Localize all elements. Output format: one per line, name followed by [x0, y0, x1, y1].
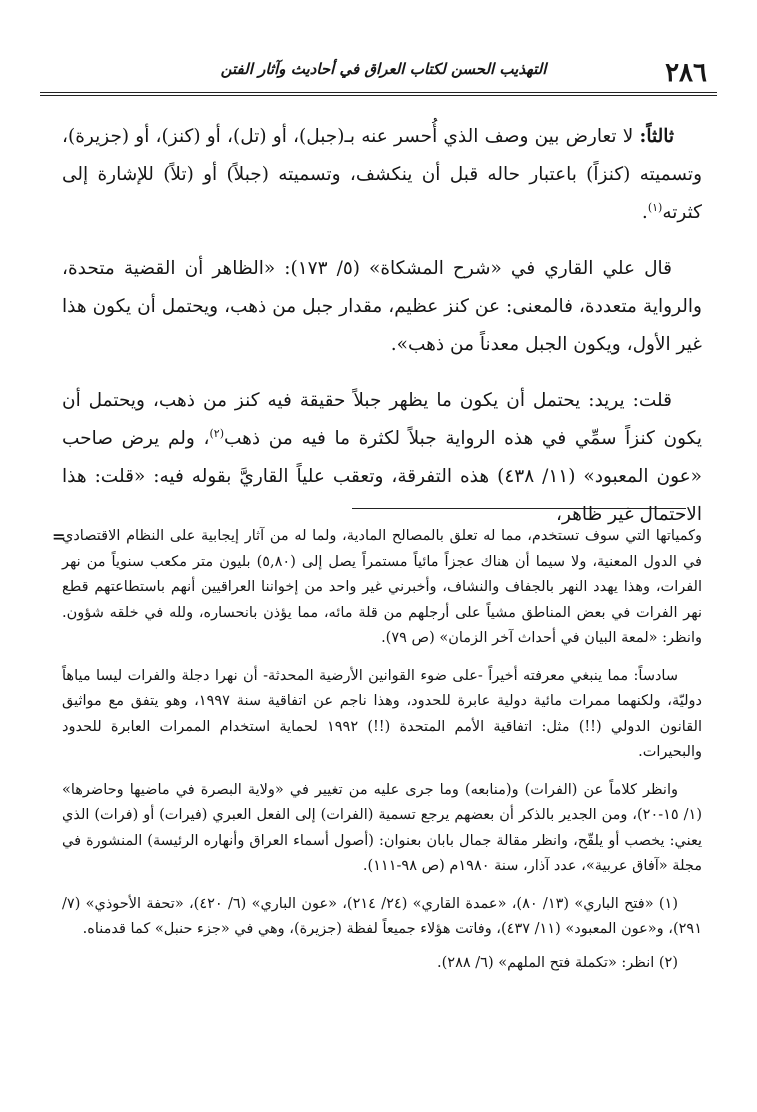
- footnote-2: (٢) انظر: «تكملة فتح الملهم» (٦/ ٢٨٨).: [437, 954, 678, 971]
- paragraph-comment: [62, 382, 702, 534]
- footnote-paragraph-euphrates: وانظر كلاماً عن (الفرات) و(منابعه) وما جرى عليه من تغيير في «ولاية البصرة في ماضيها وحاضرها» (١/ ١٥-٢٠)، ومن الجدير بالذكر أن بعضهم يرجع تسمية (الفرات) إلى الفعل العبري (فيرات) أو (فرات) الذي يعني: يخصب أو يلقّح، وانظر مقالة جمال بابان بعنوان: (أصول أسماء العراق وأنهاره الرئيسة) المنشورة في مجلة «آفاق عربية»، عدد آذار، سنة ١٩٨٠م (ص ٩٨-١١١).: [62, 781, 703, 874]
- page-number: ٢٨٦: [665, 58, 707, 88]
- footnote-ref-2[interactable]: (٢): [209, 426, 224, 440]
- footnote-paragraph: وكمياتها التي سوف تستخدم، مما له تعلق بالمصالح المادية، ولما له من آثار إيجابية على النظام الاقتصادي في الدول المعنية، ولا سيما أن هناك عجزاً مائياً مستمراً يصل إلى (٥,٨٠) بليون متر مكعب سنوياً من نهر الفرات، وهذا يهدد النهر بالجفاف والنشاف، وأخبرني غير واحد من إخواننا العراقيين أنهم باستطاعتهم قطع نهر الفرات في بعض المناطق مشياً على أرجلهم من قلة مائه، مما يؤذن بانحساره، ولله في خلقه شؤون. وانظر: «لمعة البيان في أحداث آخر الزمان» (ص ٧٩).: [62, 528, 702, 646]
- main-text: [62, 118, 702, 552]
- paragraph-text: لا تعارض بين وصف الذي أُحسر عنه بـ(جبل)، أو (تل)، أو (كنز)، أو (جزيرة)، وتسميته (كنزاً) باعتبار حاله قبل أن ينكشف، وتسميته (جبلاً) أو (تلاً) للإشارة إلى كثرته: [62, 126, 702, 223]
- paragraph-lead: ثالثاً:: [639, 126, 674, 147]
- paragraph-qari-quote: [62, 250, 702, 364]
- footnote-ref-1[interactable]: (١): [647, 200, 663, 214]
- page-header: [40, 52, 717, 92]
- paragraph-text: قلت: يريد: يحتمل أن يكون ما يظهر جبلاً حقيقة فيه كنز من ذهب، ويحتمل أن يكون كنزاً سمِّي في هذه الرواية جبلاً لكثرة ما فيه من ذهب: [62, 390, 702, 449]
- continuation-mark: =: [52, 527, 66, 546]
- paragraph-thirdly: [62, 118, 702, 232]
- running-title: التهذيب الحسن لكتاب العراق في أحاديث وآثار الفتن: [220, 60, 547, 78]
- footnotes-section: [52, 524, 703, 984]
- header-rule: [40, 92, 717, 96]
- footnote-separator: [352, 508, 686, 509]
- paragraph-text: قال علي القاري في «شرح المشكاة» (٥/ ١٧٣): «الظاهر أن القضية متحدة، والرواية متعددة، فالمعنى: عن كنز عظيم، مقدار جبل من ذهب، ويحتمل أن يكون هذا غير الأول، ويكون الجبل معدناً من ذهب».: [62, 258, 702, 355]
- paragraph-tail: ، ولم يرض صاحب «عون المعبود» (١١/ ٤٣٨) هذه التفرقة، وتعقب علياً القاريَّ بقوله فيه: «قلت: هذا الاحتمال غير ظاهر،: [62, 428, 702, 525]
- paragraph-tail: .: [641, 202, 648, 223]
- footnote-paragraph-sixthly: سادساً: مما ينبغي معرفته أخيراً -على ضوء القوانين الأرضية المحدثة- أن نهرا دجلة والفرات ليسا مياهاً دوليّة، ولكنهما ممرات مائية دولية عابرة للحدود، وهذا ناجم عن اتفاقية سنة ١٩٩٧، وهو يتفق مع مواثيق القانون الدولي (!!) مثل: اتفاقية الأمم المتحدة (!!) ١٩٩٢ لحماية استخدام الممرات العابرة للحدود والبحيرات.: [62, 667, 702, 760]
- footnote-continuation: [52, 524, 702, 652]
- footnote-1: (١) «فتح الباري» (١٣/ ٨٠)، «عمدة القاري» (٢٤/ ٢١٤)، «عون الباري» (٦/ ٤٢٠)، «تحفة الأحوذي» (٧/ ٢٩١)، و«عون المعبود» (١١/ ٤٣٧)، وفاتت هؤلاء جميعاً لفظة (جزيرة)، وهي في «جزء حنبل» كما قدمناه.: [62, 895, 702, 937]
